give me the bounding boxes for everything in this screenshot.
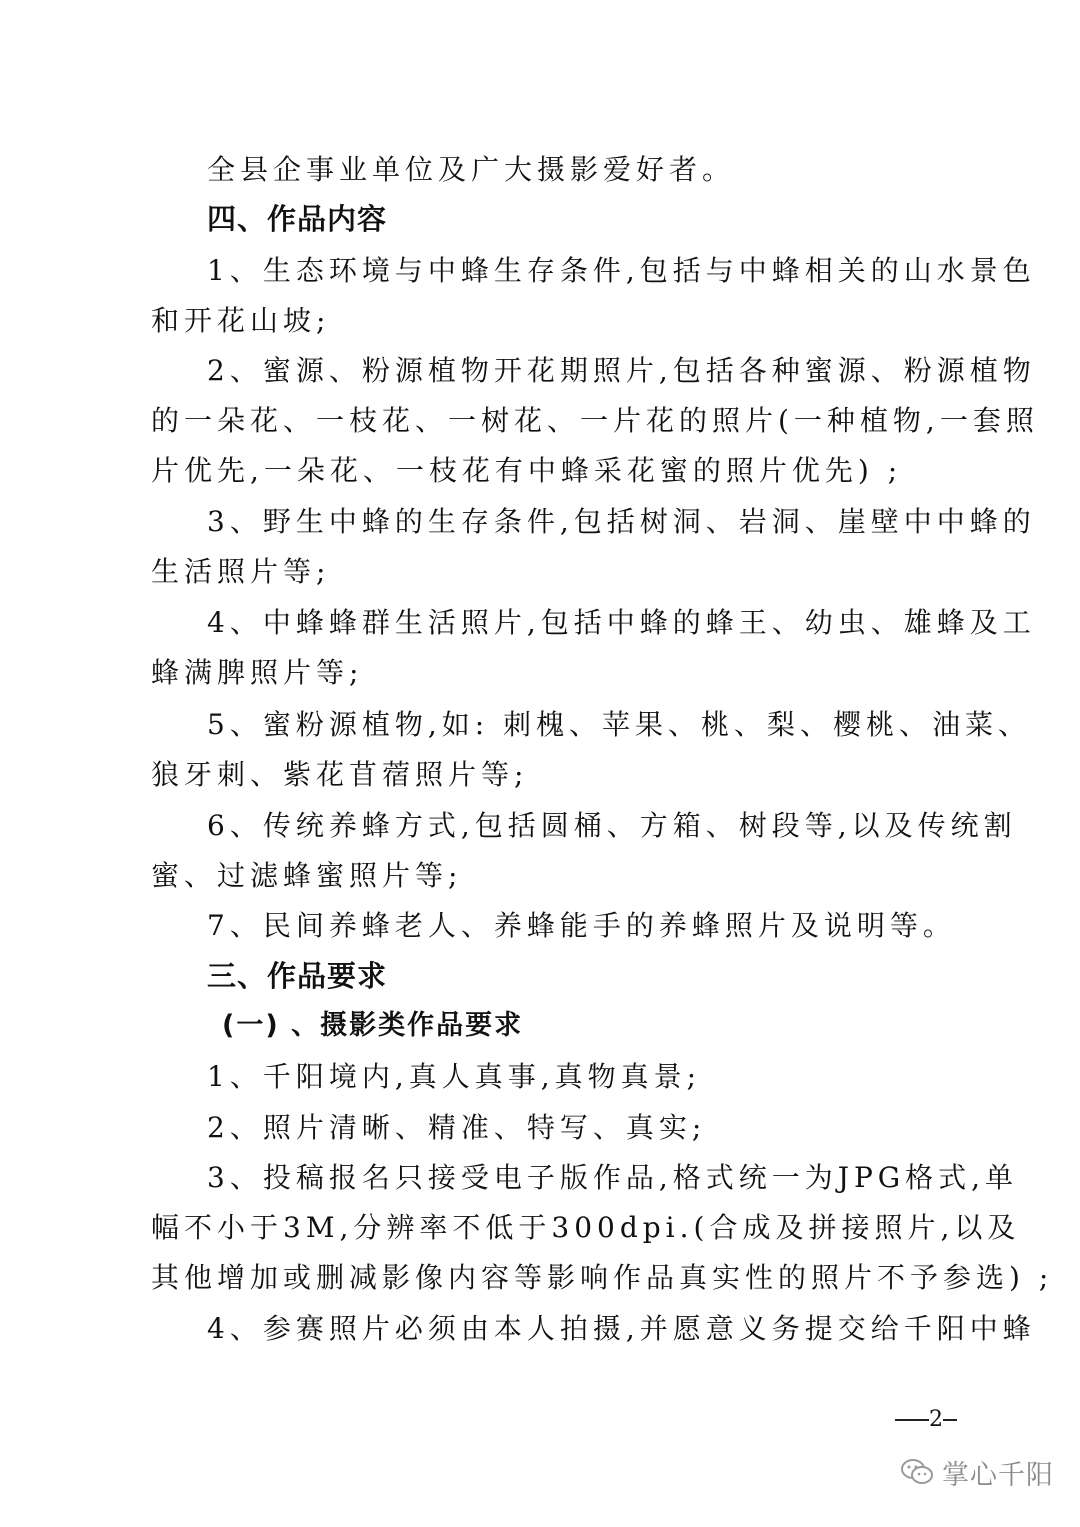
text-line: 4、中蜂蜂群生活照片,包括中蜂的蜂王、幼虫、雄蜂及工 <box>207 606 1036 639</box>
text-line: 5、蜜粉源植物,如: 刺槐、苹果、桃、梨、樱桃、油菜、 <box>207 708 1032 741</box>
text-line: 狼牙刺、紫花苜蓿照片等; <box>151 758 529 791</box>
text-line: 蜜、过滤蜂蜜照片等; <box>151 859 463 892</box>
text-line: 片优先,一朵花、一枝花有中蜂采花蜜的照片优先) ; <box>151 454 903 487</box>
text-line: 2、蜜源、粉源植物开花期照片,包括各种蜜源、粉源植物 <box>207 354 1036 387</box>
watermark-text: 掌心千阳 <box>942 1459 1054 1491</box>
section-heading: 三、作品要求 <box>207 959 388 993</box>
text-line: 蜂满脾照片等; <box>151 656 364 689</box>
text-line: 幅不小于3M,分辨率不低于300dpi.(合成及拼接照片,以及 <box>151 1211 1021 1244</box>
text-line: 1、生态环境与中蜂生存条件,包括与中蜂相关的山水景色 <box>207 254 1036 287</box>
text-line: 6、传统养蜂方式,包括圆桶、方箱、树段等,以及传统割 <box>207 809 1017 842</box>
text-line: 全县企事业单位及广大摄影爱好者。 <box>207 153 736 186</box>
text-line: 3、野生中蜂的生存条件,包括树洞、岩洞、崖壁中中蜂的 <box>207 505 1036 538</box>
subsection-heading: (一) 、摄影类作品要求 <box>222 1010 524 1041</box>
section-heading: 四、作品内容 <box>207 202 388 236</box>
wechat-icon <box>900 1457 934 1487</box>
text-line: 7、民间养蜂老人、养蜂能手的养蜂照片及说明等。 <box>207 909 956 942</box>
text-line: 生活照片等; <box>151 555 331 588</box>
text-line: 和开花山坡; <box>151 304 331 337</box>
text-line: 其他增加或删减影像内容等影响作品真实性的照片不予参选) ; <box>151 1261 1054 1294</box>
text-line: 的一朵花、一枝花、一树花、一片花的照片(一种植物,一套照 <box>151 404 1039 437</box>
text-line: 4、参赛照片必须由本人拍摄,并愿意义务提交给千阳中蜂 <box>207 1312 1036 1345</box>
page-number-value: 2 <box>929 1407 943 1432</box>
page-number <box>895 1405 957 1435</box>
text-line: 1、千阳境内,真人真事,真物真景; <box>207 1060 702 1093</box>
watermark <box>900 1450 1054 1494</box>
text-line: 2、照片清晰、精准、特写、真实; <box>207 1111 707 1144</box>
text-line: 3、投稿报名只接受电子版作品,格式统一为JPG格式,单 <box>207 1161 1019 1194</box>
